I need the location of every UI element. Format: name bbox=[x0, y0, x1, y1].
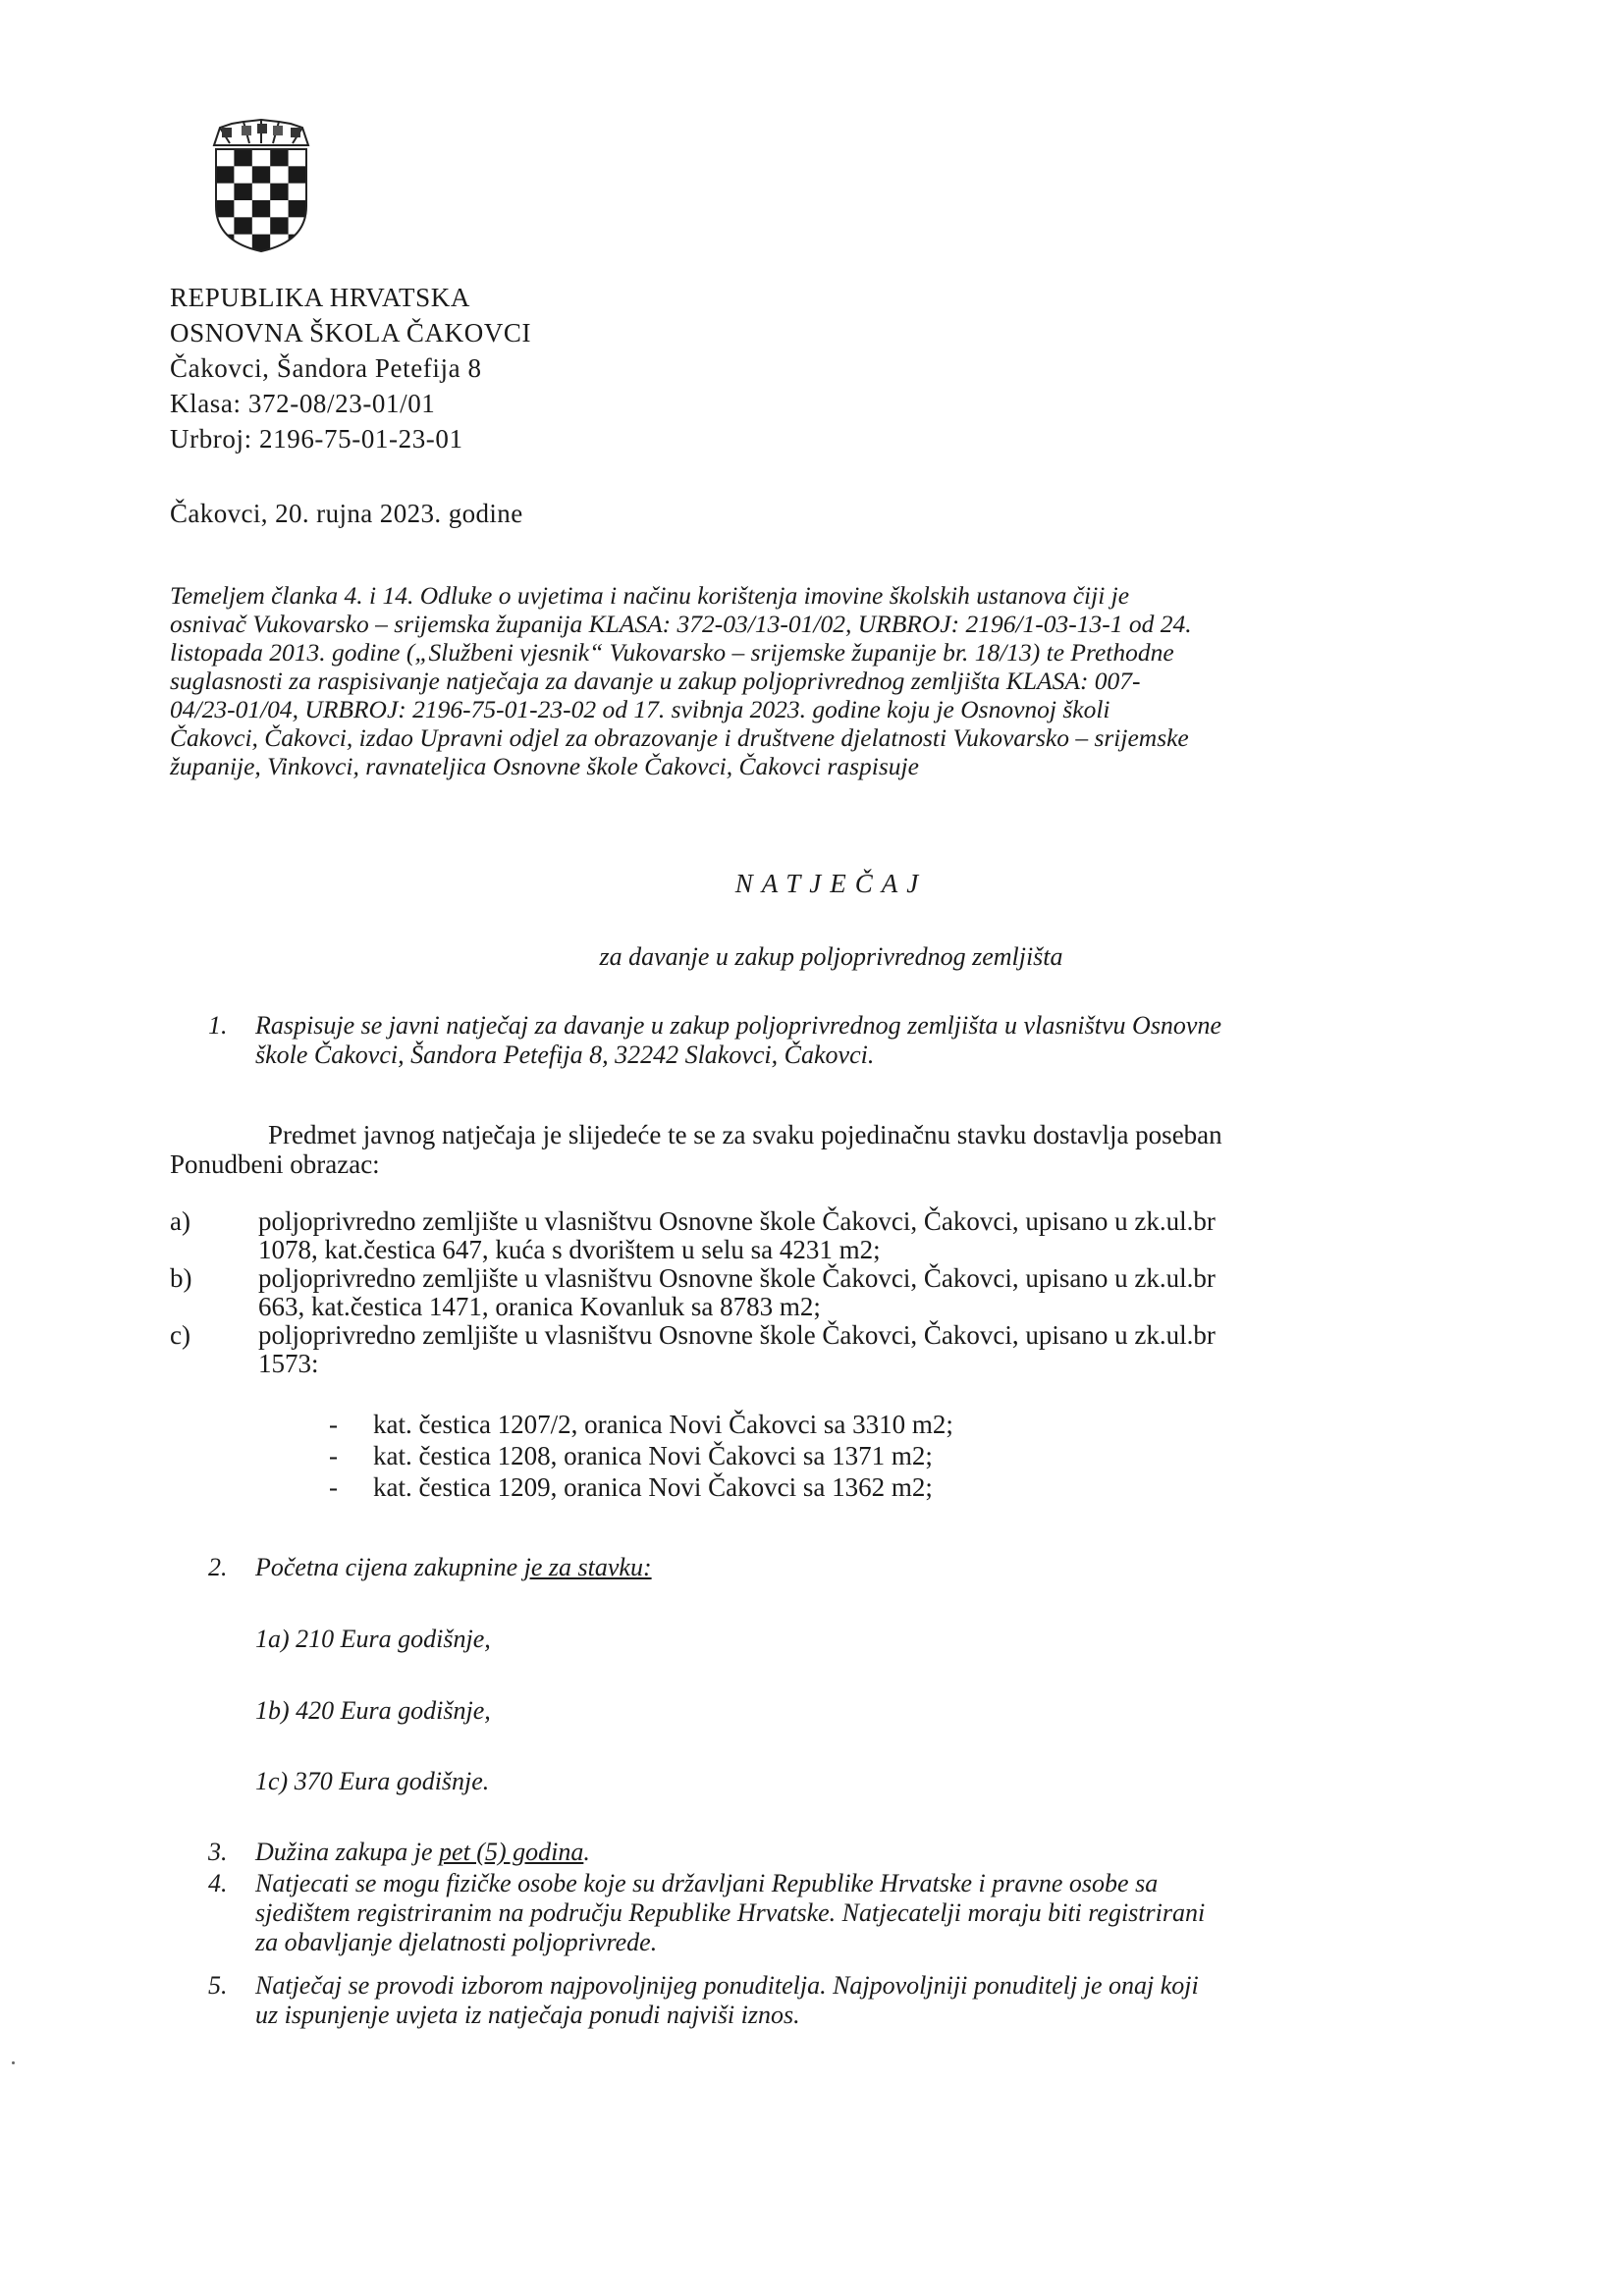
item-text: Početna cijena zakupnine bbox=[255, 1553, 524, 1581]
item-text: Dužina zakupa je bbox=[255, 1838, 440, 1866]
preamble-line: 04/23-01/04, URBROJ: 2196-75-01-23-02 od 17. svibnja 2023. godine koju je Osnovnoj školi bbox=[170, 695, 1110, 723]
item-line: sjedištem registriranim na području Republike Hrvatske. Natjecatelji moraju biti registrirani bbox=[255, 1898, 1206, 1927]
shield-square bbox=[252, 217, 271, 235]
shield-square bbox=[216, 166, 235, 184]
shield-square bbox=[234, 166, 252, 184]
list-line: 1078, kat.čestica 647, kuća s dvorištem u selu sa 4231 m2; bbox=[258, 1235, 881, 1264]
item-3 bbox=[208, 1838, 1190, 1869]
document-subtitle: za davanje u zakup poljoprivrednog zemljišta bbox=[599, 942, 1063, 971]
subject-paragraph bbox=[170, 1120, 1222, 1179]
item-number: 3. bbox=[208, 1838, 228, 1866]
price-1a: 1a) 210 Eura godišnje, bbox=[255, 1625, 491, 1653]
preamble-line: listopada 2013. godine („Službeni vjesnik“ Vukovarsko – srijemske županije br. 18/13) te Prethodne bbox=[170, 638, 1174, 667]
item-text-end: . bbox=[583, 1838, 590, 1866]
shield-square bbox=[270, 217, 289, 235]
item-line: za obavljanje djelatnosti poljoprivrede. bbox=[255, 1928, 658, 1956]
subparcel-text: kat. čestica 1209, oranica Novi Čakovci sa 1362 m2; bbox=[373, 1472, 933, 1502]
list-line: poljoprivredno zemljište u vlasništvu Osnovne škole Čakovci, Čakovci, upisano u zk.ul.br bbox=[258, 1263, 1216, 1293]
list-line: poljoprivredno zemljište u vlasništvu Osnovne škole Čakovci, Čakovci, upisano u zk.ul.br bbox=[258, 1320, 1216, 1350]
shield-square bbox=[252, 149, 271, 167]
item-line: Natječaj se provodi izborom najpovoljnijeg ponuditelja. Najpovoljniji ponuditelj je onaj koji bbox=[255, 1971, 1199, 2000]
shield-square bbox=[252, 166, 271, 184]
coat-of-arms-icon bbox=[206, 116, 316, 253]
preamble-line: osnivač Vukovarsko – srijemska županija KLASA: 372-03/13-01/02, URBROJ: 2196/1-03-13-1 od 24. bbox=[170, 610, 1192, 638]
shield-square bbox=[234, 184, 252, 201]
shield-square bbox=[289, 235, 307, 252]
item-number: 4. bbox=[208, 1869, 228, 1897]
item-2 bbox=[208, 1553, 1190, 1584]
list-letter: c) bbox=[170, 1320, 190, 1350]
item-4 bbox=[208, 1869, 1426, 1959]
shield-square bbox=[216, 149, 235, 167]
item-line: Natjecati se mogu fizičke osobe koje su državljani Republike Hrvatske i pravne osobe sa bbox=[255, 1869, 1159, 1897]
class-number: Klasa: 372-08/23-01/01 bbox=[170, 389, 436, 418]
school-name: OSNOVNA ŠKOLA ČAKOVCI bbox=[170, 318, 532, 347]
country-name: REPUBLIKA HRVATSKA bbox=[170, 283, 470, 312]
item-5 bbox=[208, 1971, 1426, 2032]
subject-line: Predmet javnog natječaja je slijedeće te se za svaku pojedinačnu stavku dostavlja poseban bbox=[268, 1120, 1222, 1149]
item-line: uz ispunjenje uvjeta iz natječaja ponudi najviši iznos. bbox=[255, 2001, 800, 2029]
preamble-line: Temeljem članka 4. i 14. Odluke o uvjetima i načinu korištenja imovine školskih ustanova čiji je bbox=[170, 581, 1130, 610]
shield-square bbox=[289, 149, 307, 167]
item-number: 2. bbox=[208, 1553, 228, 1581]
registry-number: Urbroj: 2196-75-01-23-01 bbox=[170, 424, 463, 454]
list-line: poljoprivredno zemljište u vlasništvu Osnovne škole Čakovci, Čakovci, upisano u zk.ul.br bbox=[258, 1206, 1216, 1236]
price-1c: 1c) 370 Eura godišnje. bbox=[255, 1767, 490, 1795]
item-text-underlined: je za stavku: bbox=[523, 1553, 652, 1581]
preamble-line: Čakovci, Čakovci, izdao Upravni odjel za obrazovanje i društvene djelatnosti Vukovarsko – srijemske bbox=[170, 723, 1189, 752]
subparcel-text: kat. čestica 1208, oranica Novi Čakovci sa 1371 m2; bbox=[373, 1441, 933, 1470]
list-letter: b) bbox=[170, 1263, 192, 1293]
list-line: 663, kat.čestica 1471, oranica Kovanluk sa 8783 m2; bbox=[258, 1292, 821, 1321]
item-number: 5. bbox=[208, 1971, 228, 2000]
preamble bbox=[170, 581, 1417, 780]
preamble-line: suglasnosti za raspisivanje natječaja za davanje u zakup poljoprivrednog zemljišta KLASA: 007- bbox=[170, 667, 1141, 695]
price-1b: 1b) 420 Eura godišnje, bbox=[255, 1696, 491, 1725]
item-number: 1. bbox=[208, 1011, 228, 1040]
shield-square bbox=[270, 149, 289, 167]
shield-square bbox=[234, 217, 252, 235]
item-line: škole Čakovci, Šandora Petefija 8, 32242 Slakovci, Čakovci. bbox=[255, 1041, 875, 1069]
shield-square bbox=[270, 184, 289, 201]
list-line: 1573: bbox=[258, 1349, 319, 1378]
school-address: Čakovci, Šandora Petefija 8 bbox=[170, 353, 482, 383]
shield-square bbox=[289, 200, 307, 218]
shield-square bbox=[252, 184, 271, 201]
item-line: Raspisuje se javni natječaj za davanje u zakup poljoprivrednog zemljišta u vlasništvu Osnovne bbox=[255, 1011, 1222, 1040]
preamble-line: županije, Vinkovci, ravnateljica Osnovne škole Čakovci, Čakovci raspisuje bbox=[170, 752, 919, 780]
document-date: Čakovci, 20. rujna 2023. godine bbox=[170, 499, 523, 528]
list-dash: - bbox=[329, 1441, 338, 1470]
scan-speck bbox=[12, 2061, 15, 2064]
shield-square bbox=[234, 149, 252, 167]
sender-header bbox=[170, 280, 531, 456]
shield-square bbox=[216, 184, 235, 201]
shield-square bbox=[270, 166, 289, 184]
shield-square bbox=[216, 200, 235, 218]
subparcel-text: kat. čestica 1207/2, oranica Novi Čakovci sa 3310 m2; bbox=[373, 1410, 953, 1439]
list-letter: a) bbox=[170, 1206, 190, 1236]
shield-square bbox=[234, 200, 252, 218]
shield-square bbox=[289, 184, 307, 201]
subject-line: Ponudbeni obrazac: bbox=[170, 1149, 380, 1179]
shield-square bbox=[270, 200, 289, 218]
shield-square bbox=[216, 235, 235, 252]
item-1 bbox=[208, 1011, 1426, 1072]
list-dash: - bbox=[329, 1472, 338, 1502]
list-dash: - bbox=[329, 1410, 338, 1439]
shield-square bbox=[289, 166, 307, 184]
item-text-underlined: pet (5) godina bbox=[439, 1838, 584, 1866]
shield-square bbox=[252, 200, 271, 218]
document-title: NATJEČAJ bbox=[734, 869, 928, 898]
